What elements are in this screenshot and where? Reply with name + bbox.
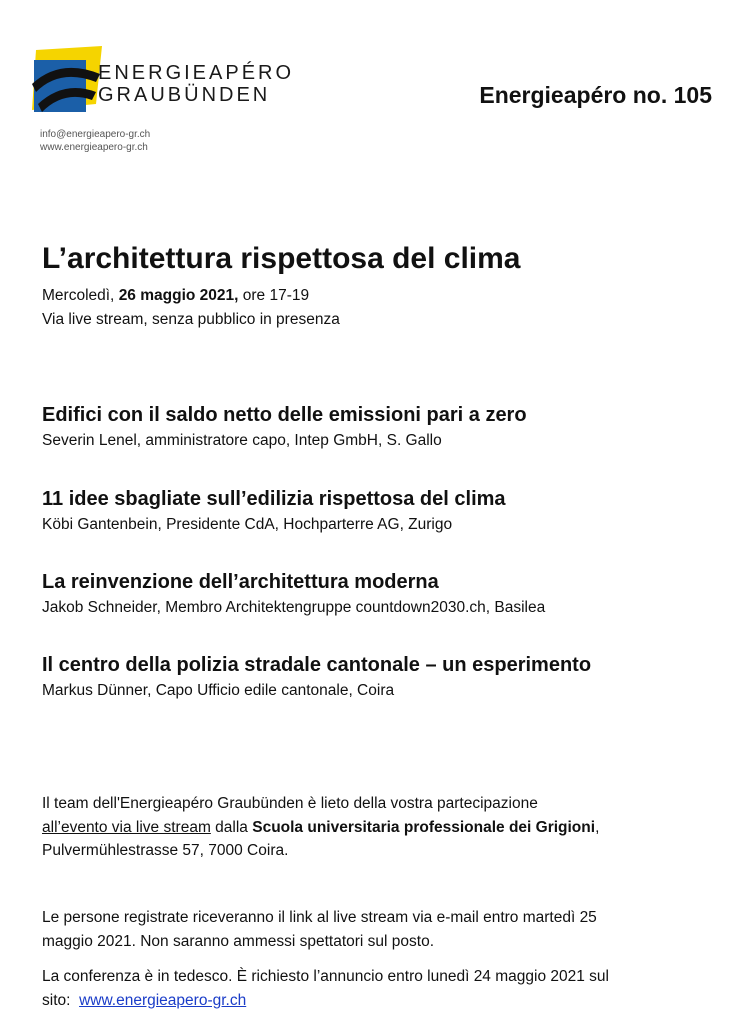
info-paragraph-3 <box>42 965 609 1012</box>
p1-line2 <box>42 816 599 840</box>
contact-website[interactable]: www.energieapero-gr.ch <box>40 142 148 153</box>
talk-item <box>42 569 545 619</box>
info-paragraph-2 <box>42 906 597 953</box>
energieapero-logo <box>30 44 106 124</box>
event-date <box>42 287 309 305</box>
talk-item <box>42 402 527 452</box>
info-paragraph-1 <box>42 792 599 863</box>
contact-block <box>40 128 150 154</box>
brand-line-2: GRAUBÜNDEN <box>98 84 271 106</box>
talk-speaker: Köbi Gantenbein, Presidente CdA, Hochparterre AG, Zurigo <box>42 516 453 533</box>
talk-title: Il centro della polizia stradale cantonale – un esperimento <box>42 654 592 676</box>
brand-name <box>98 62 294 106</box>
p1-bold: Scuola universitaria professionale dei Grigioni <box>252 818 596 836</box>
p1-line3: Pulvermühlestrasse 57, 7000 Coira. <box>42 842 289 859</box>
contact-email[interactable]: info@energieapero-gr.ch <box>40 129 151 140</box>
talk-item <box>42 652 591 702</box>
talk-speaker: Markus Dünner, Capo Ufficio edile cantonale, Coira <box>42 682 395 699</box>
brand-line-1: ENERGIEAPÉRO <box>98 62 295 84</box>
date-suffix: ore 17-19 <box>242 287 310 304</box>
event-title: L’architettura rispettosa del clima <box>42 242 521 275</box>
talk-title: La reinvenzione dell’architettura moderna <box>42 571 439 593</box>
event-number: Energieapéro no. 105 <box>479 82 712 108</box>
p3-line2 <box>42 989 609 1013</box>
p3-line1: La conferenza è in tedesco. È richiesto l’annuncio entro lunedì 24 maggio 2021 sul <box>42 968 609 985</box>
talk-speaker: Severin Lenel, amministratore capo, Intep GmbH, S. Gallo <box>42 432 442 449</box>
p1-mid: dalla <box>215 818 248 836</box>
talk-title: 11 idee sbagliate sull’edilizia rispettosa del clima <box>42 488 506 510</box>
talk-speaker: Jakob Schneider, Membro Architektengruppe countdown2030.ch, Basilea <box>42 599 546 616</box>
event-venue: Via live stream, senza pubblico in presenza <box>42 311 340 328</box>
p2-line2: maggio 2021. Non saranno ammessi spettatori sul posto. <box>42 932 435 950</box>
p1-line1: Il team dell'Energieapéro Graubünden è lieto della vostra partecipazione <box>42 795 538 812</box>
website-link[interactable]: www.energieapero-gr.ch <box>79 991 247 1009</box>
talk-item <box>42 486 506 536</box>
p2-line1: Le persone registrate riceveranno il link al live stream via e-mail entro martedì 25 <box>42 909 597 926</box>
p3-prefix: sito: <box>42 991 71 1009</box>
p1-end: , <box>595 818 600 836</box>
talk-title: Edifici con il saldo netto delle emissioni pari a zero <box>42 404 527 426</box>
date-prefix: Mercoledì, <box>42 287 115 304</box>
date-bold: 26 maggio 2021, <box>118 287 239 304</box>
p1-underlined: all’evento via live stream <box>42 818 211 836</box>
